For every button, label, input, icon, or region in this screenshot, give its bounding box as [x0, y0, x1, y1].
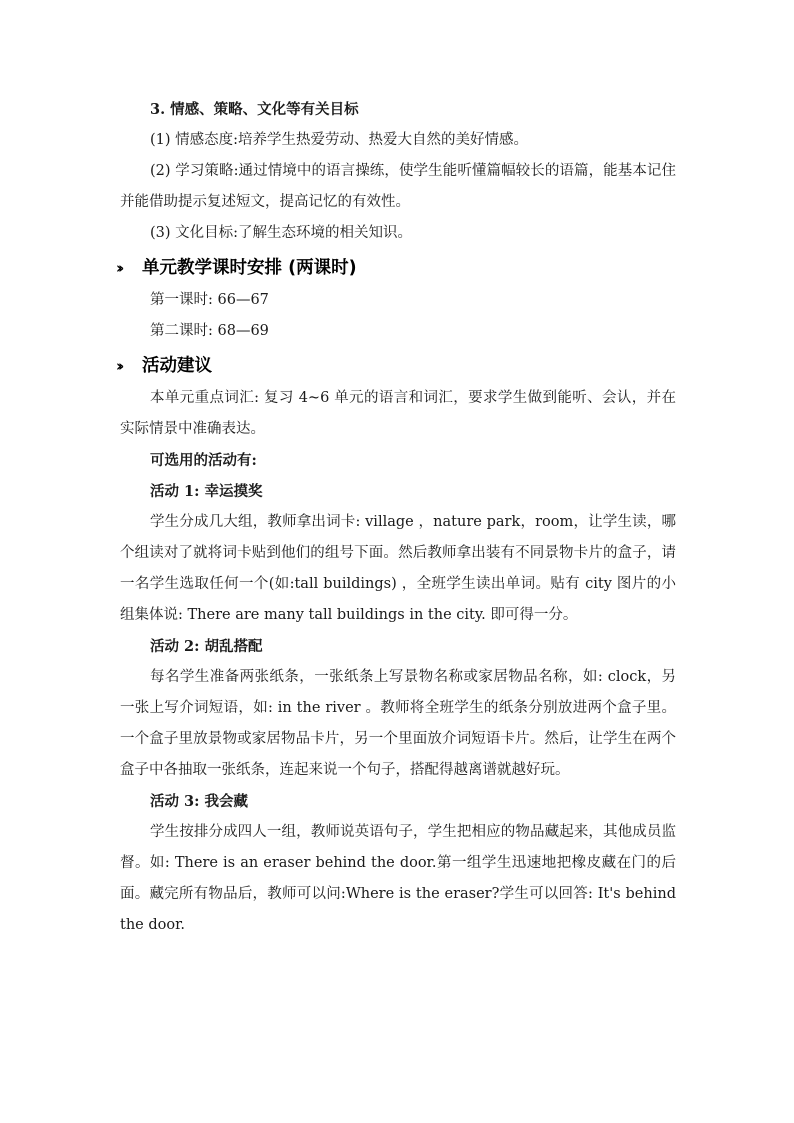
goal-item-2: (2) 学习策略:通过情境中的语言操练，使学生能听懂篇幅较长的语篇，能基本记住并能借助提示复述短文，提高记忆的有效性。 — [120, 163, 676, 210]
activities-intro: 本单元重点词汇: 复习 4~6 单元的语言和词汇，要求学生做到能听、会认，并在实际情景中准确表达。 — [120, 390, 676, 437]
optional-label: 可选用的活动有: — [150, 452, 257, 469]
activity-2-body: 每名学生准备两张纸条，一张纸条上写景物名称或家居物品名称，如: clock，另一张上写介词短语，如: in the river 。教师将全班学生的纸条分别放进两个盒子里。一个盒子里放景物或家居物品卡片，另一个里面放介词短语卡片。然后，让学生在两个盒子中各抽取一张纸条，连起来说一个句子，搭配得越离谱就越好玩。 — [120, 669, 676, 778]
goal-item-3: (3) 文化目标:了解生态环境的相关知识。 — [150, 225, 413, 241]
lesson-2: 第二课时: 68—69 — [150, 323, 269, 339]
lesson-1: 第一课时: 66—67 — [150, 292, 269, 308]
double-chevron-icon: ›› — [116, 259, 121, 277]
activity-3-title: 活动 3: 我会藏 — [150, 793, 249, 810]
activity-2-title: 活动 2: 胡乱搭配 — [150, 638, 263, 655]
activities-title: 活动建议 — [142, 356, 212, 376]
double-chevron-icon: ›› — [116, 357, 121, 375]
schedule-section-heading — [116, 251, 676, 285]
goals-heading: 3. 情感、策略、文化等有关目标 — [150, 101, 359, 118]
activities-section-heading — [116, 349, 676, 383]
goal-item-1: (1) 情感态度:培养学生热爱劳动、热爱大自然的美好情感。 — [150, 132, 529, 148]
activity-3-body: 学生按排分成四人一组，教师说英语句子，学生把相应的物品藏起来，其他成员监督。如: There is an eraser behind the door.第一组学生迅速地把橡皮藏在门的后面。藏完所有物品后，教师可以问:Where is the eraser?学生可以回答: It's behind the door. — [120, 824, 676, 933]
activity-1-title: 活动 1: 幸运摸奖 — [150, 483, 263, 500]
activity-1-body: 学生分成几大组，教师拿出词卡: village ，nature park，room，让学生读，哪个组读对了就将词卡贴到他们的组号下面。然后教师拿出装有不同景物卡片的盒子，请一名学生选取任何一个(如:tall buildings) ，全班学生读出单词。贴有 city 图片的小组集体说: There are many tall buildings in the city. 即可得一分。 — [120, 514, 676, 623]
document-page — [116, 94, 676, 941]
schedule-title: 单元教学课时安排 (两课时) — [142, 258, 357, 278]
